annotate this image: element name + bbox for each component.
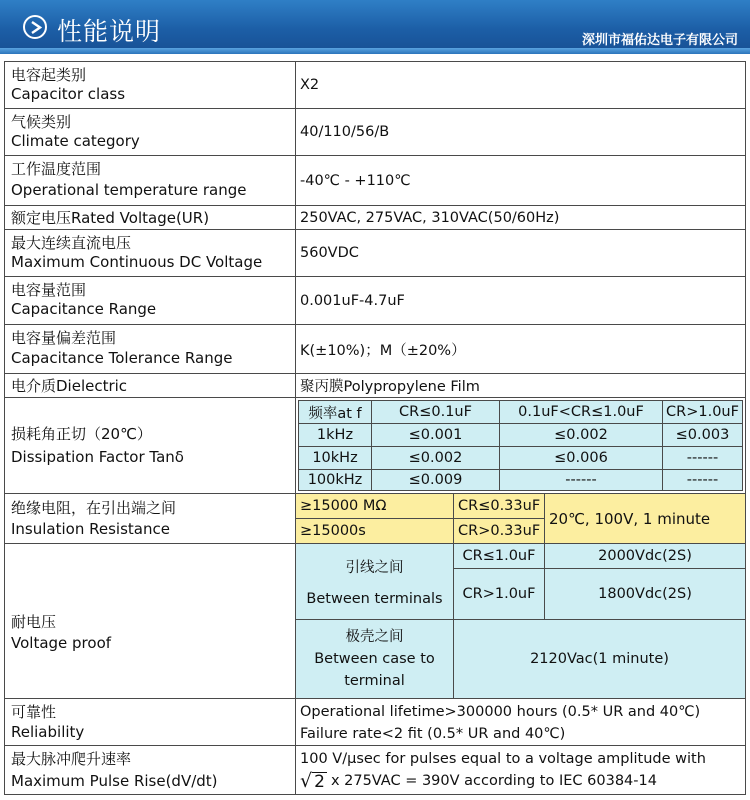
label-en: Dissipation Factor Tanδ bbox=[11, 448, 184, 466]
label-zh: 电容量范围 bbox=[11, 281, 87, 299]
between-terminals-en: Between terminals bbox=[306, 591, 443, 607]
capacitor-class-value: X2 bbox=[295, 61, 746, 109]
dielectric-value: 聚丙膜Polypropylene Film bbox=[295, 373, 746, 398]
label-en: Maximum Continuous DC Voltage bbox=[11, 253, 263, 271]
max-dc-value: 560VDC bbox=[295, 229, 746, 277]
between-terminals-zh: 引线之间 bbox=[345, 560, 404, 576]
dissipation-row-1-col2: ≤0.002 bbox=[499, 423, 663, 447]
dissipation-table bbox=[295, 397, 746, 494]
tolerance-value: K(±10%)；M（±20%） bbox=[295, 324, 746, 374]
between-case-cell bbox=[295, 619, 454, 699]
dissipation-row-1-freq: 1kHz bbox=[298, 423, 372, 447]
dissipation-row-1-col1: ≤0.001 bbox=[371, 423, 500, 447]
dissipation-row-3-col3: ------ bbox=[662, 469, 743, 491]
reliability-label bbox=[4, 698, 296, 746]
dissipation-row-2-col1: ≤0.002 bbox=[371, 446, 500, 470]
terminals-value-2: 1800Vdc(2S) bbox=[544, 568, 746, 620]
capacitance-range-label bbox=[4, 276, 296, 325]
label-en: Insulation Resistance bbox=[11, 520, 170, 538]
dissipation-row-3-col1: ≤0.009 bbox=[371, 469, 500, 491]
label-en: Maximum Pulse Rise(dV/dt) bbox=[11, 772, 218, 790]
dissipation-row-3-col2: ------ bbox=[499, 469, 663, 491]
square-root-sign: √ bbox=[300, 770, 313, 792]
temperature-label bbox=[4, 155, 296, 206]
dissipation-header-col3: CR>1.0uF bbox=[662, 400, 743, 424]
terminals-value-1: 2000Vdc(2S) bbox=[544, 543, 746, 569]
label-en: Reliability bbox=[11, 723, 85, 741]
square-root-radicand: 2 bbox=[314, 771, 325, 792]
label-zh: 最大连续直流电压 bbox=[11, 234, 132, 252]
play-arrow-icon bbox=[23, 15, 47, 39]
insulation-r1-value: ≥15000 MΩ bbox=[295, 493, 454, 519]
dissipation-header-freq: 频率at f bbox=[298, 400, 372, 424]
insulation-r2-cond: CR>0.33uF bbox=[453, 518, 545, 544]
insulation-r2-value: ≥15000s bbox=[295, 518, 454, 544]
pulse-rise-label bbox=[4, 745, 296, 795]
dissipation-row-3-freq: 100kHz bbox=[298, 469, 372, 491]
pulse-line-2-text: x 275VAC = 390V according to IEC 60384-14 bbox=[330, 773, 657, 789]
label-zh: 耐电压 bbox=[11, 612, 57, 631]
climate-category-label bbox=[4, 108, 296, 156]
dissipation-header-col2: 0.1uF<CR≤1.0uF bbox=[499, 400, 663, 424]
pulse-rise-value bbox=[295, 745, 746, 795]
header-banner bbox=[0, 0, 750, 54]
label-zh: 电容起类别 bbox=[11, 66, 87, 84]
label-en: Operational temperature range bbox=[11, 181, 247, 199]
banner-stripe bbox=[0, 48, 750, 54]
label-en: Voltage proof bbox=[11, 633, 112, 652]
label-zh: 可靠性 bbox=[11, 703, 57, 721]
rated-voltage-label: 额定电压Rated Voltage(UR) bbox=[4, 205, 296, 230]
label-zh: 电容量偏差范围 bbox=[11, 329, 117, 347]
terminals-cond-1: CR≤1.0uF bbox=[453, 543, 545, 569]
rated-voltage-value: 250VAC, 275VAC, 310VAC(50/60Hz) bbox=[295, 205, 746, 230]
dissipation-label bbox=[4, 397, 296, 494]
label-zh: 气候类别 bbox=[11, 113, 72, 131]
max-dc-label bbox=[4, 229, 296, 277]
between-case-en-line1: Between case to bbox=[314, 651, 435, 667]
between-case-zh: 极壳之间 bbox=[345, 629, 404, 645]
pulse-line-1: 100 V/μsec for pulses equal to a voltage amplitude with bbox=[300, 751, 706, 767]
terminals-cond-2: CR>1.0uF bbox=[453, 568, 545, 620]
between-terminals-cell bbox=[295, 543, 454, 620]
dielectric-label: 电介质Dielectric bbox=[4, 373, 296, 398]
climate-category-value: 40/110/56/B bbox=[295, 108, 746, 156]
label-en: Climate category bbox=[11, 132, 140, 150]
reliability-line-1: Operational lifetime>300000 hours (0.5* UR and 40℃) bbox=[300, 704, 701, 720]
capacitance-range-value: 0.001uF-4.7uF bbox=[295, 276, 746, 325]
label-en: Capacitance Tolerance Range bbox=[11, 349, 233, 367]
insulation-label bbox=[4, 493, 296, 544]
capacitor-class-label bbox=[4, 61, 296, 109]
label-zh: 损耗角正切（20℃） bbox=[11, 425, 152, 443]
reliability-value bbox=[295, 698, 746, 746]
dissipation-row-2-col2: ≤0.006 bbox=[499, 446, 663, 470]
page-title: 性能说明 bbox=[57, 17, 162, 46]
tolerance-label bbox=[4, 324, 296, 374]
case-voltage-value: 2120Vac(1 minute) bbox=[453, 619, 746, 699]
dissipation-row-2-col3: ------ bbox=[662, 446, 743, 470]
dissipation-row-1-col3: ≤0.003 bbox=[662, 423, 743, 447]
temperature-value: -40℃ - +110℃ bbox=[295, 155, 746, 206]
dissipation-row-2-freq: 10kHz bbox=[298, 446, 372, 470]
insulation-test-condition: 20℃, 100V, 1 minute bbox=[544, 493, 746, 544]
label-zh: 工作温度范围 bbox=[11, 160, 102, 178]
pulse-line-2 bbox=[300, 770, 745, 792]
label-zh: 最大脉冲爬升速率 bbox=[11, 750, 132, 768]
insulation-r1-cond: CR≤0.33uF bbox=[453, 493, 545, 519]
label-zh: 绝缘电阻，在引出端之间 bbox=[11, 499, 177, 517]
reliability-line-2: Failure rate<2 fit (0.5* UR and 40℃) bbox=[300, 726, 566, 742]
label-en: Capacitance Range bbox=[11, 300, 157, 318]
dissipation-header-col1: CR≤0.1uF bbox=[371, 400, 500, 424]
voltage-proof-label bbox=[4, 543, 296, 699]
company-name: 深圳市福佑达电子有限公司 bbox=[581, 33, 738, 48]
between-case-en-line2: terminal bbox=[344, 673, 405, 689]
label-en: Capacitor class bbox=[11, 85, 126, 103]
